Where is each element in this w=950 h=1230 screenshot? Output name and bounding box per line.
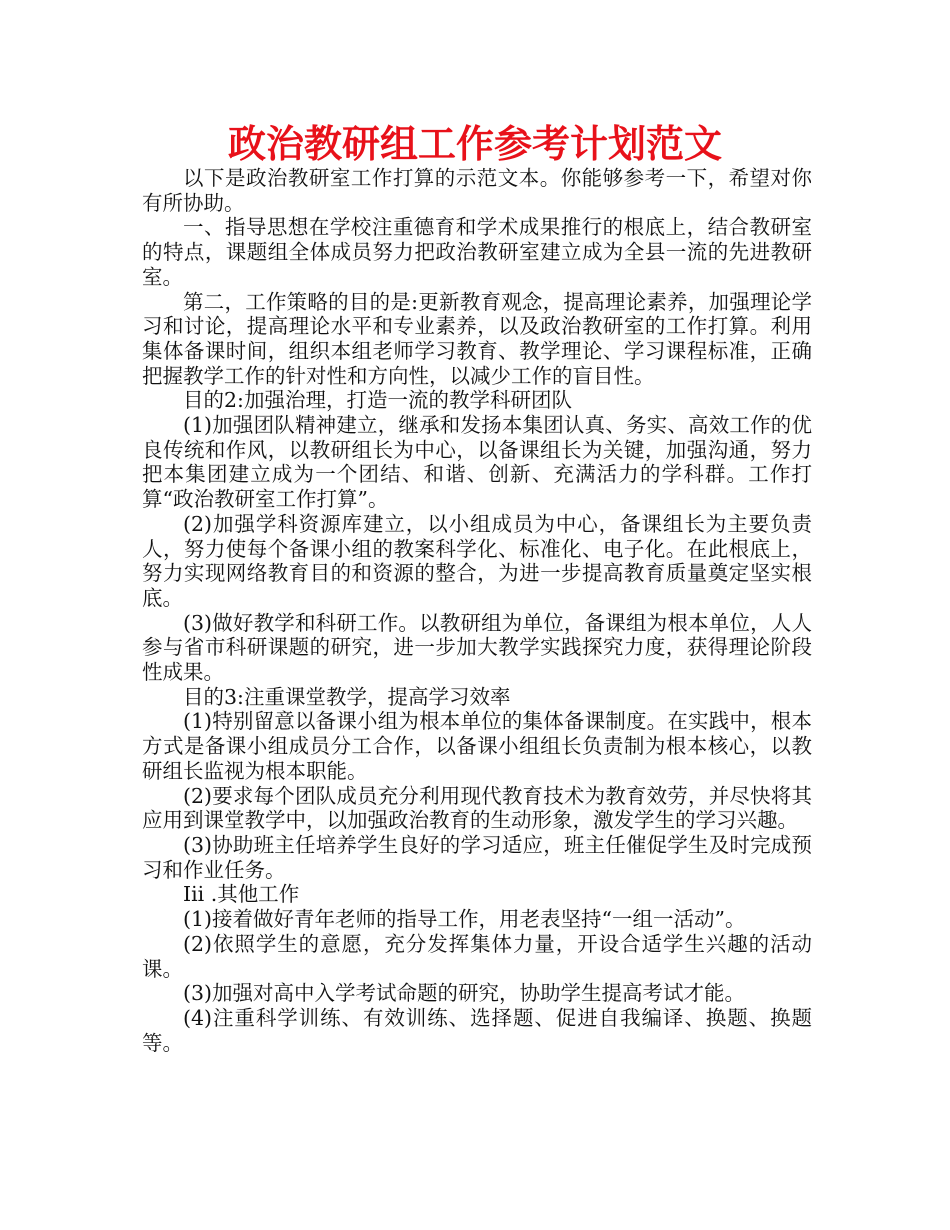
paragraph-other-work-heading: Iii .其他工作: [183, 882, 300, 907]
paragraph-goal-3-item-1: (1)特别留意以备课小组为根本单位的集体备课制度。在实践中，根本方式是备课小组成员分工合作，以备课小组组长负责制为根本核心，以教研组长监视为根本职能。: [142, 709, 812, 783]
paragraph-goal-2-item-3: (3)做好教学和科研工作。以教研组为单位，备课组为根本单位，人人参与省市科研课题的研究，进一步加大教学实践探究力度，获得理论阶段性成果。: [142, 610, 812, 685]
paragraph-intro: 以下是政治教研室工作打算的示范文本。你能够参考一下，希望对你有所协助。: [142, 166, 812, 215]
document-title: 政治教研组工作参考计划范文: [227, 121, 722, 166]
paragraph-goal-2-item-2: (2)加强学科资源库建立，以小组成员为中心，备课组长为主要负责人，努力使每个备课小组的教案科学化、标准化、电子化。在此根底上，努力实现网络教育目的和资源的整合，为进一步提高教育质量奠定坚实根底。: [142, 511, 812, 610]
document-body: [142, 166, 812, 1055]
paragraph-other-work-item-1: (1)接着做好青年老师的指导工作，用老表坚持“一组一活动”。: [183, 907, 746, 932]
paragraph-goal-3-item-2: (2)要求每个团队成员充分利用现代教育技术为教育效劳，并尽快将其应用到课堂教学中，以加强政治教育的生动形象，激发学生的学习兴趣。: [142, 783, 812, 833]
paragraph-other-work-item-3: (3)加强对高中入学考试命题的研究，协助学生提高考试才能。: [183, 981, 746, 1006]
paragraph-strategy: 第二，工作策略的目的是:更新教育观念，提高理论素养，加强理论学习和讨论，提高理论水平和专业素养，以及政治教研室的工作打算。利用集体备课时间，组织本组老师学习教育、教学理论、学习课程标准，正确把握教学工作的针对性和方向性，以减少工作的盲目性。: [142, 289, 812, 388]
paragraph-goal-3-item-3: (3)协助班主任培养学生良好的学习适应，班主任催促学生及时完成预习和作业任务。: [142, 832, 812, 882]
paragraph-goal-2-item-1: (1)加强团队精神建立，继承和发扬本集团认真、务实、高效工作的优良传统和作风，以教研组长为中心，以备课组长为关键，加强沟通，努力把本集团建立成为一个团结、和谐、创新、充满活力的学科群。工作打算“政治教研室工作打算”。: [142, 413, 812, 512]
paragraph-other-work-item-4: (4)注重科学训练、有效训练、选择题、促进自我编译、换题、换题等。: [142, 1005, 812, 1055]
paragraph-guiding-idea: 一、指导思想在学校注重德育和学术成果推行的根底上，结合教研室的特点，课题组全体成员努力把政治教研室建立成为全县一流的先进教研室。: [142, 215, 812, 289]
paragraph-goal-2-heading: 目的2:加强治理，打造一流的教学科研团队: [183, 388, 572, 413]
paragraph-other-work-item-2: (2)依照学生的意愿，充分发挥集体力量，开设合适学生兴趣的活动课。: [142, 931, 812, 981]
paragraph-goal-3-heading: 目的3:注重课堂教学，提高学习效率: [183, 684, 511, 709]
